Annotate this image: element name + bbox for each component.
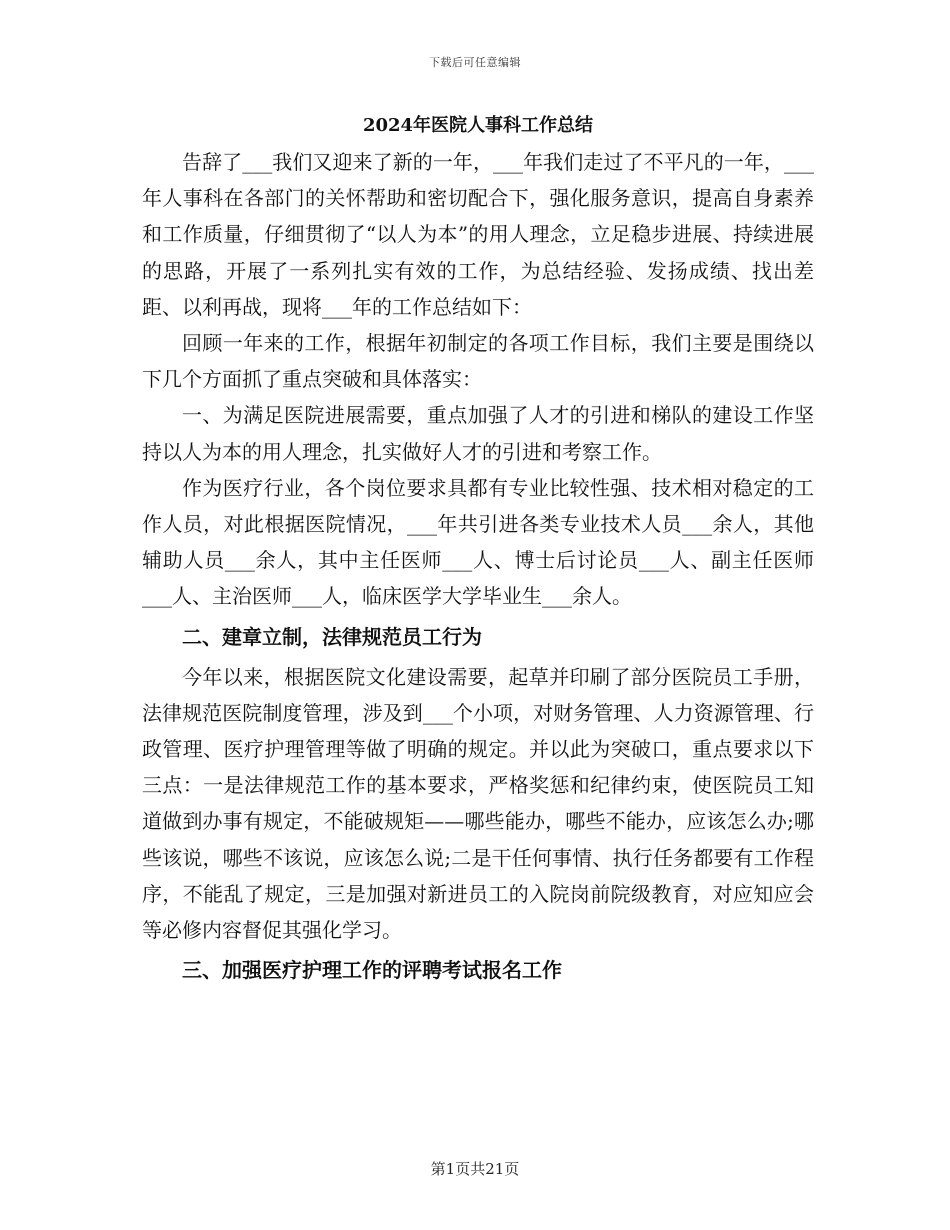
review-paragraph: 回顾一年来的工作，根据年初制定的各项工作目标，我们主要是围绕以下几个方面抓了重点突破和具体落实： (142, 331, 814, 392)
document-body (142, 108, 814, 992)
intro-paragraph: 告辞了___我们又迎来了新的一年，___年我们走过了不平凡的一年，___年人事科在各部门的关怀帮助和密切配合下，强化服务意识，提高自身素养和工作质量，仔细贯彻了“以人为本”的用人理念，立足稳步进展、持续进展的思路，开展了一系列扎实有效的工作，为总结经验、发扬成绩、找出差距、以利再战，现将___年的工作总结如下： (142, 150, 814, 319)
document-title: 2024年医院人事科工作总结 (362, 115, 594, 136)
section2-paragraph: 今年以来，根据医院文化建设需要，起草并印刷了部分医院员工手册，法律规范医院制度管理，涉及到___个小项，对财务管理、人力资源管理、行政管理、医疗护理管理等做了明确的规定。并以此为突破口，重点要求以下三点：一是法律规范工作的基本要求，严格奖惩和纪律约束，使医院员工知道做到办事有规定，不能破规矩——哪些能办，哪些不能办，应该怎么办;哪些该说，哪些不该说，应该怎么说;二是干任何事情、执行任务都要有工作程序，不能乱了规定，三是加强对新进员工的入院岗前院级教育，对应知应会等必修内容督促其强化学习。 (142, 664, 814, 943)
section3-heading: 三、加强医疗护理工作的评聘考试报名工作 (182, 958, 562, 983)
staffing-paragraph: 作为医疗行业，各个岗位要求具都有专业比较性强、技术相对稳定的工作人员，对此根据医院情况，___年共引进各类专业技术人员___余人，其他辅助人员___余人，其中主任医师___人、博士后讨论员___人、副主任医师___人、主治医师___人，临床医学大学毕业生___余人。 (142, 475, 814, 609)
header-note: 下载后可任意编辑 (429, 56, 521, 69)
page-indicator: 第1页共21页 (430, 1160, 520, 1178)
section1-paragraph: 一、为满足医院进展需要，重点加强了人才的引进和梯队的建设工作坚持以人为本的用人理念，扎实做好人才的引进和考察工作。 (142, 403, 814, 464)
section2-heading: 二、建章立制，法律规范员工行为 (182, 624, 482, 649)
